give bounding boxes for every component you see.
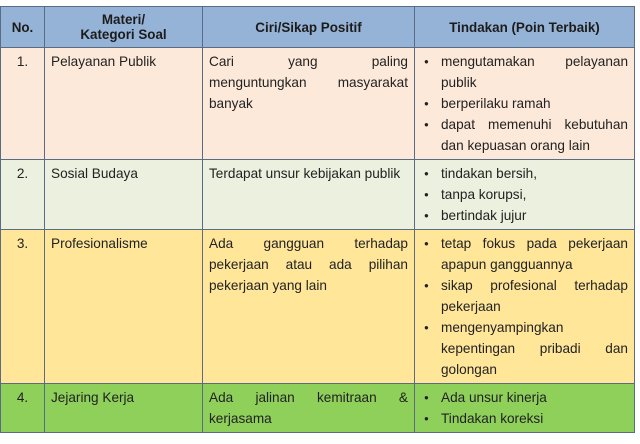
- tindakan-item: ● Tindakan koreksi: [441, 408, 628, 429]
- row-number: 2.: [1, 160, 45, 230]
- tindakan-list: [421, 233, 628, 380]
- header-no: No.: [1, 7, 45, 48]
- header-row: [1, 7, 635, 48]
- header-materi-line2: Kategori Soal: [80, 27, 167, 42]
- row-ciri: Cari yang paling menguntungkan masyarakat banyak: [203, 48, 415, 160]
- materi-table: [0, 6, 635, 433]
- tindakan-item: ● bertindak jujur: [441, 205, 628, 226]
- tindakan-item: ● sikap profesional terhadap pekerjaan: [441, 275, 628, 317]
- tindakan-item: ● Ada unsur kinerja: [441, 387, 628, 408]
- header-ciri: Ciri/Sikap Positif: [203, 7, 415, 48]
- tindakan-list: [421, 387, 628, 429]
- tindakan-item: ● mengenyampingkan kepentingan pribadi dan golongan: [441, 317, 628, 380]
- header-tindakan: Tindakan (Poin Terbaik): [415, 7, 635, 48]
- row-kategori: Profesionalisme: [45, 230, 203, 384]
- tindakan-item: ● tindakan bersih,: [441, 163, 628, 184]
- row-ciri: Terdapat unsur kebijakan publik: [203, 160, 415, 230]
- tindakan-list: [421, 51, 628, 156]
- table-row: [1, 230, 635, 384]
- row-tindakan: [415, 384, 635, 433]
- row-number: 1.: [1, 48, 45, 160]
- row-tindakan: [415, 48, 635, 160]
- row-ciri: Ada jalinan kemitraan & kerjasama: [203, 384, 415, 433]
- row-tindakan: [415, 230, 635, 384]
- row-kategori: Jejaring Kerja: [45, 384, 203, 433]
- tindakan-item: ● tanpa korupsi,: [441, 184, 628, 205]
- row-number: 4.: [1, 384, 45, 433]
- tindakan-item: ● dapat memenuhi kebutuhan dan kepuasan orang lain: [441, 114, 628, 156]
- row-kategori: Pelayanan Publik: [45, 48, 203, 160]
- table-row: [1, 160, 635, 230]
- row-number: 3.: [1, 230, 45, 384]
- header-materi: [45, 7, 203, 48]
- row-kategori: Sosial Budaya: [45, 160, 203, 230]
- table-row: [1, 48, 635, 160]
- row-tindakan: [415, 160, 635, 230]
- tindakan-list: [421, 163, 628, 226]
- tindakan-item: ● berperilaku ramah: [441, 93, 628, 114]
- table-row: [1, 384, 635, 433]
- header-materi-line1: Materi/: [101, 12, 146, 27]
- tindakan-item: ● tetap fokus pada pekerjaan apapun gangguannya: [441, 233, 628, 275]
- tindakan-item: ● mengutamakan pelayanan publik: [441, 51, 628, 93]
- row-ciri: Ada gangguan terhadap pekerjaan atau ada pilihan pekerjaan yang lain: [203, 230, 415, 384]
